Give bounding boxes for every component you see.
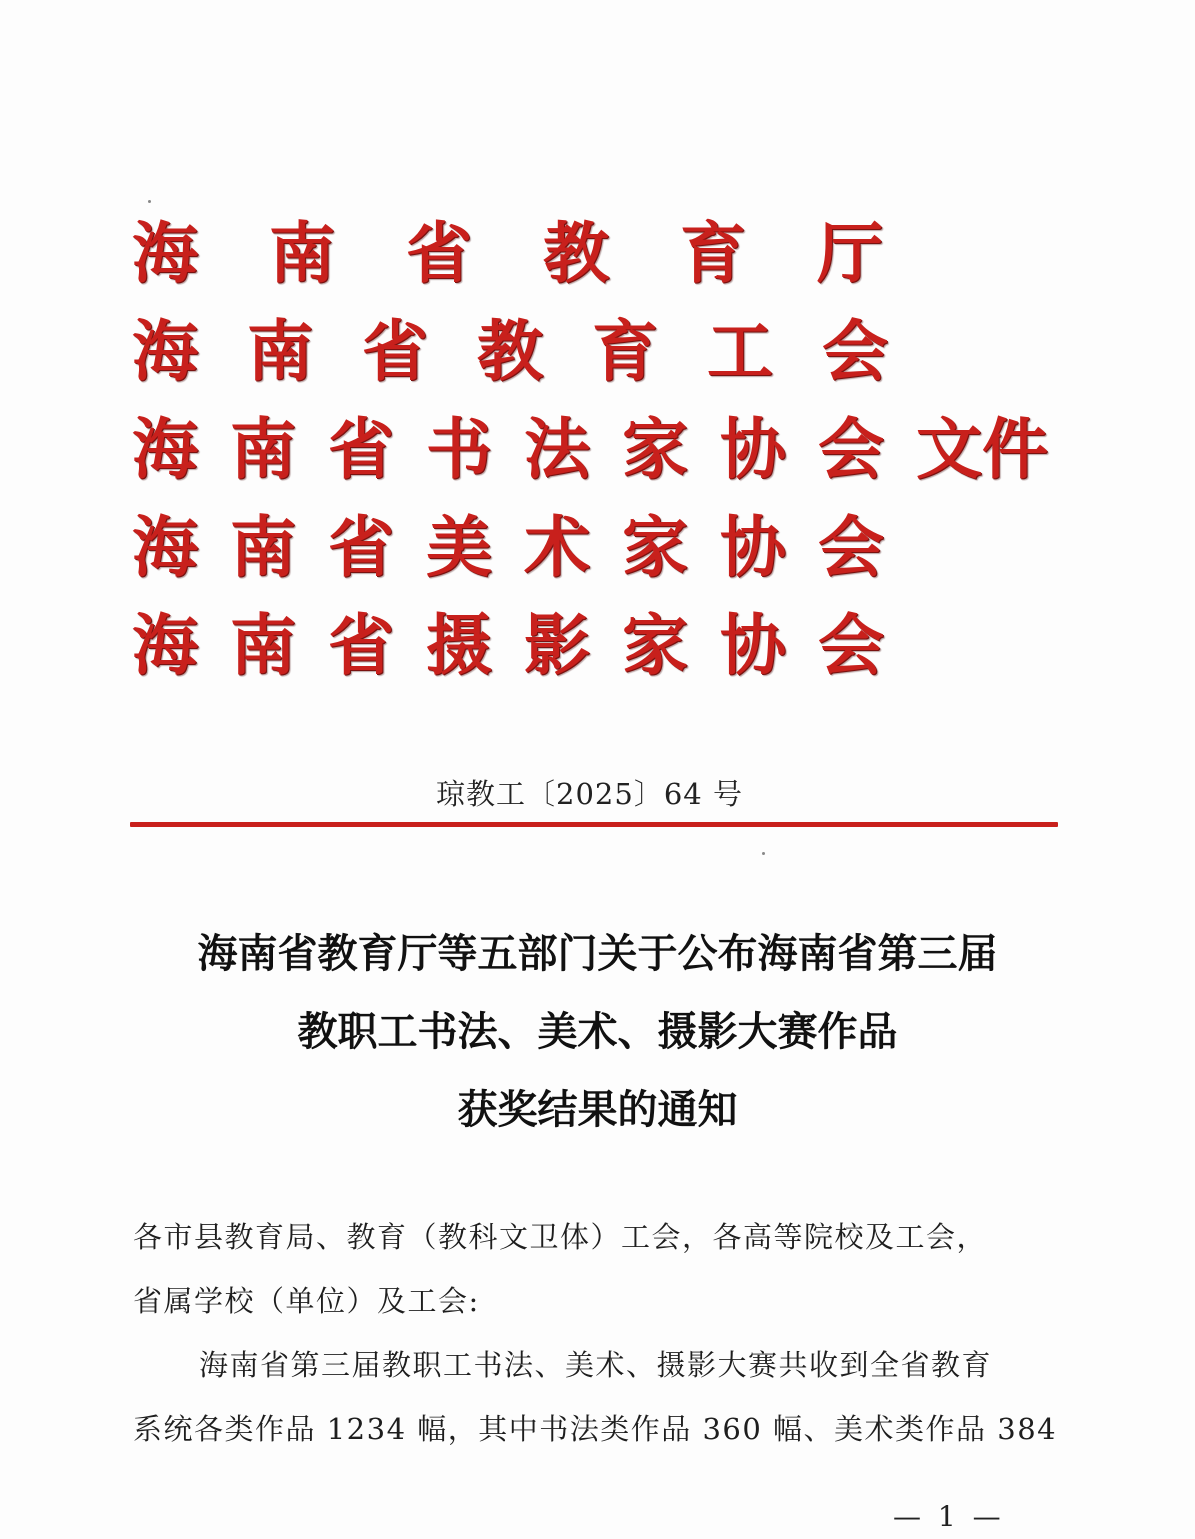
header-char: 会	[822, 313, 888, 390]
paragraph-line: 系统各类作品 1234 幅，其中书法类作品 360 幅、美术类作品 384	[133, 1412, 1058, 1446]
org-line-photographers-association	[132, 597, 1062, 695]
header-char: 育	[680, 215, 746, 292]
header-char: 厅	[817, 215, 883, 292]
header-char: 南	[230, 607, 296, 684]
header-char: 会	[818, 411, 884, 488]
header-char: 家	[622, 607, 688, 684]
header-char: 协	[720, 509, 786, 586]
header-char: 影	[524, 607, 590, 684]
header-char: 书	[426, 411, 492, 488]
red-divider-line	[130, 822, 1058, 827]
header-char: 家	[622, 411, 688, 488]
scan-speck	[762, 852, 765, 855]
header-char: 会	[818, 509, 884, 586]
header-char: 会	[818, 607, 884, 684]
header-char: 法	[524, 411, 590, 488]
addressee-line: 省属学校（单位）及工会:	[133, 1284, 480, 1318]
issuing-organizations-header	[132, 205, 1062, 695]
addressee-line: 各市县教育局、教育（教科文卫体）工会，各高等院校及工会，	[133, 1220, 988, 1254]
header-char: 教	[477, 313, 543, 390]
org-line-education-department	[132, 205, 1062, 303]
header-char: 术	[524, 509, 590, 586]
header-char: 南	[269, 215, 335, 292]
header-char: 南	[247, 313, 313, 390]
header-char: 家	[622, 509, 688, 586]
header-char: 海	[132, 215, 198, 292]
header-char: 协	[720, 411, 786, 488]
scan-speck	[148, 200, 151, 203]
title-line: 海南省教育厅等五部门关于公布海南省第三届	[197, 931, 998, 977]
page-number: — 1 —	[893, 1500, 1005, 1533]
header-char: 育	[592, 313, 658, 390]
header-char: 海	[132, 411, 198, 488]
header-char: 海	[132, 607, 198, 684]
header-char: 省	[328, 411, 394, 488]
org-line-artists-association	[132, 499, 1062, 597]
header-char: 美	[426, 509, 492, 586]
header-char: 教	[543, 215, 609, 292]
header-char: 协	[720, 607, 786, 684]
document-number-text: 琼教工〔2025〕64 号	[436, 777, 743, 811]
header-char: 省	[362, 313, 428, 390]
paragraph-line: 海南省第三届教职工书法、美术、摄影大赛共收到全省教育	[199, 1348, 993, 1382]
header-char: 工	[707, 313, 773, 390]
header-char: 南	[230, 509, 296, 586]
title-line: 教职工书法、美术、摄影大赛作品	[297, 1009, 898, 1055]
org-line-calligraphers-association	[132, 401, 1062, 499]
header-char-document-label: 件	[982, 411, 1048, 488]
header-char-document-label: 文	[916, 411, 982, 488]
notice-title	[0, 915, 1195, 1149]
notice-body	[133, 1205, 1058, 1461]
header-char: 省	[328, 509, 394, 586]
title-line: 获奖结果的通知	[457, 1087, 738, 1133]
document-number	[0, 772, 1195, 813]
header-char: 海	[132, 509, 198, 586]
header-char: 摄	[426, 607, 492, 684]
org-line-education-union	[132, 303, 1062, 401]
header-char: 海	[132, 313, 198, 390]
header-char: 省	[328, 607, 394, 684]
header-char: 南	[230, 411, 296, 488]
header-char: 省	[406, 215, 472, 292]
